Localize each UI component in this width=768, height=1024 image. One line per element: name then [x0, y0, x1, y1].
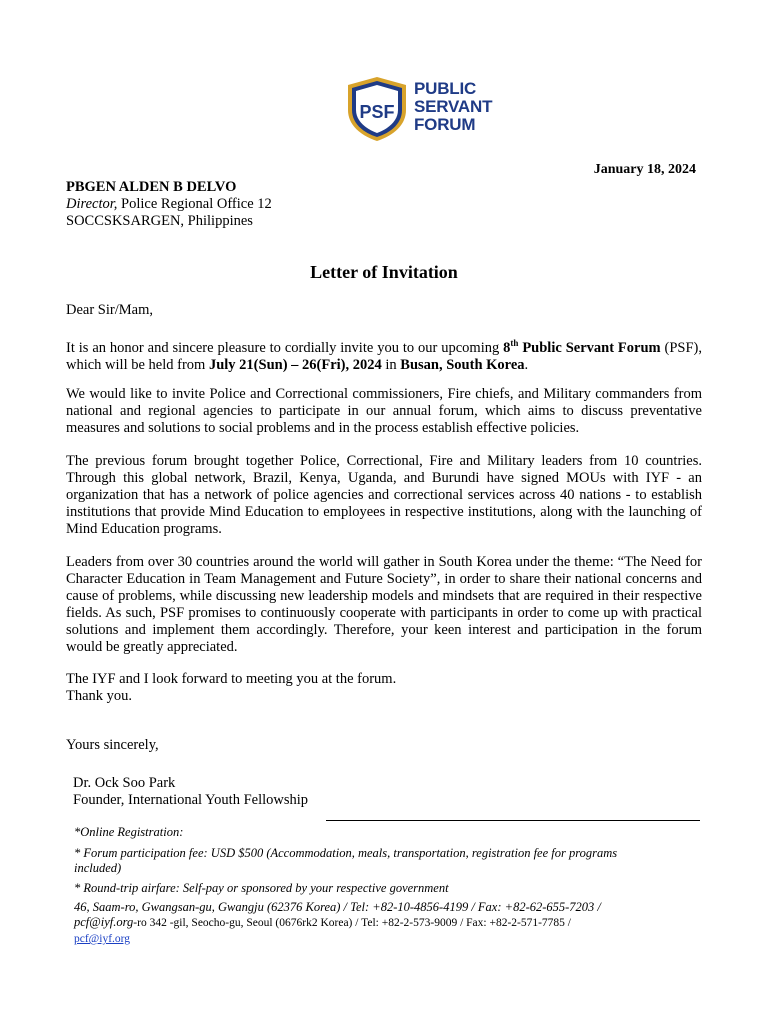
- recipient-office: Police Regional Office 12: [117, 196, 272, 212]
- logo-line-1: PUBLIC: [414, 79, 477, 98]
- logo-line-2: SERVANT: [414, 97, 493, 116]
- email-link[interactable]: pcf@iyf.org: [74, 933, 131, 945]
- recipient-location: SOCCSKSARGEN, Philippines: [66, 213, 253, 229]
- closing-line-2: Thank you.: [66, 688, 133, 704]
- footnote-registration: *Online Registration:: [74, 825, 184, 839]
- paragraph-theme: Leaders from over 30 countries around the world will gather in South Korea under the theme: “The Need for Character Education in Team Management and Future Society”, in order to share their national concerns and cause of problems, while discussing new leadership models and mindsets that are required in their respective fields. As such, PSF promises to continuously cooperate with participants in order to come up with practical solutions and implement them accordingly. Therefore, your keen interest and participation in the forum would be greatly appreciated.: [66, 554, 702, 655]
- footnote-fee: * Forum participation fee: USD $500 (Accommodation, meals, transportation, registration fee for programs included): [74, 846, 618, 875]
- address-italic: 46, Saam-ro, Gwangsan-gu, Gwangju (62376 Korea) / Tel: +82-10-4856-4199 / Fax: +82-62-655-7203 / pcf@iyf.org: [74, 900, 601, 929]
- address-upright: -ro 342 -gil, Seocho-gu, Seoul (0676rk2 Korea) / Tel: +82-2-573-9009 / Fax: +82-2-571-7785 /: [133, 917, 571, 929]
- para1-text-3: in: [381, 356, 401, 373]
- paragraph-closing: [66, 671, 702, 705]
- footnote-address: [74, 900, 634, 947]
- closing-line-1: The IYF and I look forward to meeting you at the forum.: [66, 671, 397, 687]
- recipient-title-line: [66, 196, 272, 213]
- psf-logo: [346, 76, 493, 142]
- psf-shield-icon: [346, 76, 408, 142]
- letter-title: Letter of Invitation: [310, 262, 458, 282]
- footnote-airfare: * Round-trip airfare: Self-pay or sponsored by your respective government: [74, 881, 449, 895]
- para1-text-1: It is an honor and sincere pleasure to cordially invite you to our upcoming: [66, 339, 504, 356]
- logo-emblem-text: PSF: [359, 102, 395, 122]
- recipient-title: Director,: [66, 196, 118, 212]
- paragraph-invite-leaders: We would like to invite Police and Correctional commissioners, Fire chiefs, and Military commanders from national and regional agencies to participate in our annual forum, which aims to discuss preventative measures and solutions to social problems and in the process establish effective policies.: [66, 386, 702, 436]
- para1-text-2: (PSF), which will be held from: [66, 339, 703, 373]
- forum-dates: July 21(Sun) – 26(Fri), 2024: [208, 356, 382, 373]
- footnote-divider: [326, 820, 700, 821]
- signer-name: Dr. Ock Soo Park: [73, 775, 176, 791]
- recipient-name: PBGEN ALDEN B DELVO: [66, 179, 237, 195]
- forum-ordinal: 8: [503, 339, 511, 356]
- forum-ordinal-suffix: th: [510, 338, 519, 348]
- salutation: Dear Sir/Mam,: [66, 302, 153, 318]
- forum-place: Busan, South Korea: [400, 356, 525, 373]
- logo-line-3: FORUM: [414, 115, 476, 134]
- signer-role: Founder, International Youth Fellowship: [73, 792, 309, 808]
- para1-text-4: .: [524, 356, 529, 373]
- paragraph-previous-forum: The previous forum brought together Police, Correctional, Fire and Military leaders from 10 countries. Through this global network, Brazil, Kenya, Uganda, and Burundi have signed MOUs with IYF - an organization that has a network of police agencies and correctional services across 40 nations - to establish institutions that provide Mind Education to employees in respective institutions, along with the launching of Mind Education programs.: [66, 453, 702, 537]
- paragraph-invitation: [66, 335, 702, 374]
- letter-date: January 18, 2024: [593, 162, 696, 177]
- valediction: Yours sincerely,: [66, 737, 159, 753]
- recipient-block: [66, 179, 272, 230]
- forum-name: Public Servant Forum: [518, 339, 661, 356]
